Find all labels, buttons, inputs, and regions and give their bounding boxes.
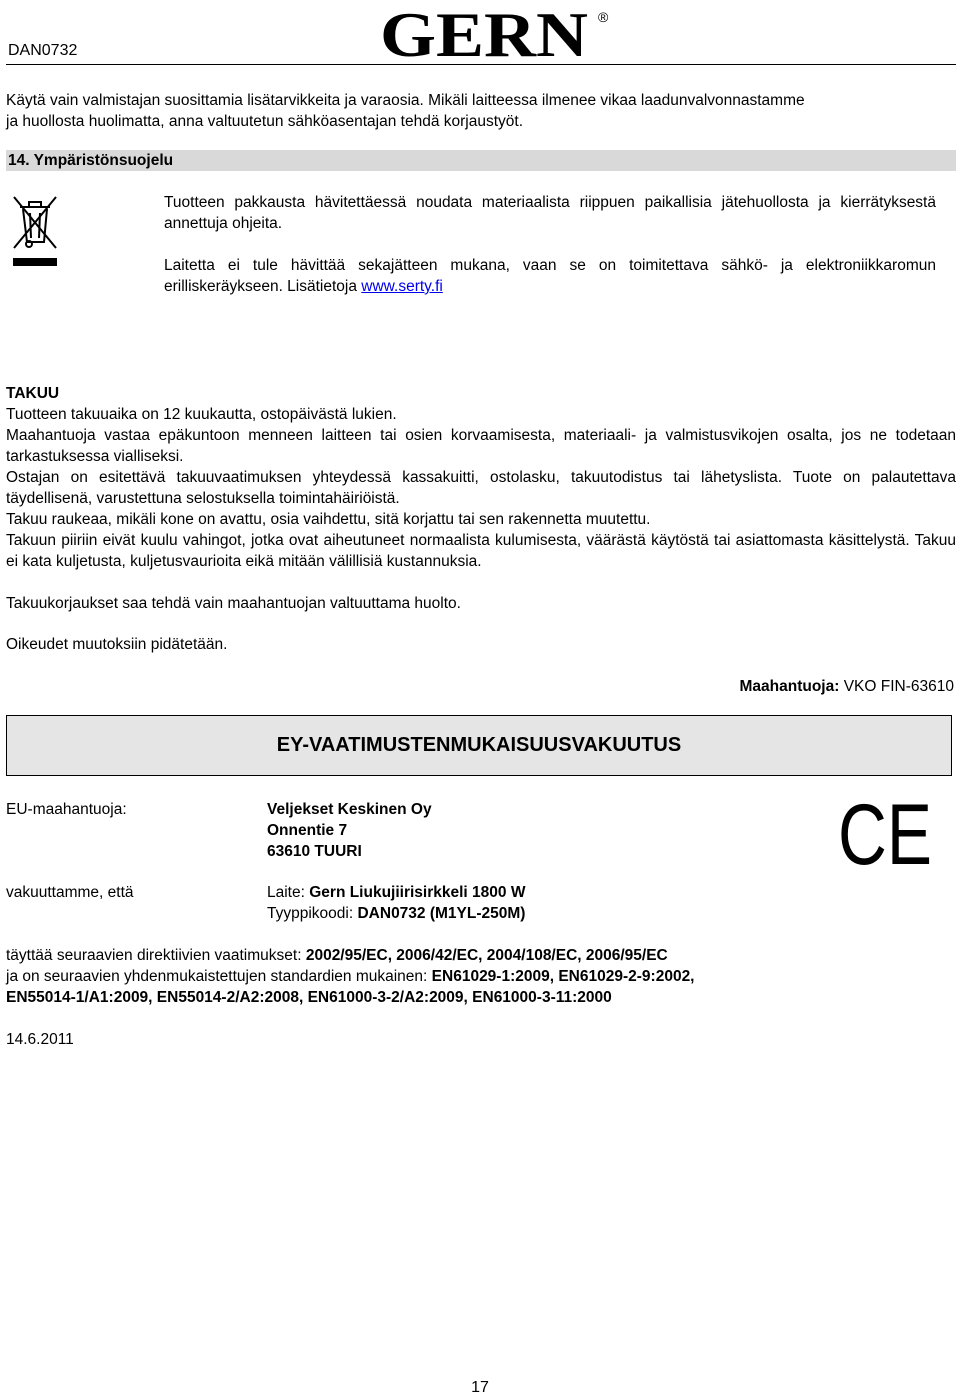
company-street: Onnentie 7 — [267, 822, 348, 839]
device-value: Gern Liukujiirisirkkeli 1800 W — [309, 884, 526, 901]
standards-value-2: EN55014-1/A1:2009, EN55014-2/A2:2008, EN61000-3-2/A2:2009, EN61000-3-11:2000 — [6, 989, 612, 1006]
standards-line — [6, 966, 956, 987]
standards-value-1: EN61029-1:2009, EN61029-2-9:2002, — [431, 968, 695, 985]
intro-line-1: Käytä vain valmistajan suosittamia lisätarvikkeita ja varaosia. Mikäli laitteessa ilmenee vikaa laadunvalvonnastamme — [6, 92, 805, 109]
logo-text: GERN — [380, 0, 588, 70]
directives-label: täyttää seuraavien direktiivien vaatimukset: — [6, 947, 302, 964]
type-value: DAN0732 (M1YL-250M) — [357, 905, 526, 922]
env-paragraph-2 — [164, 255, 936, 297]
type-line — [267, 903, 867, 924]
section-heading-environment — [6, 150, 956, 171]
importer-label: Maahantuoja: — [739, 678, 840, 695]
standards-label: ja on seuraavien yhdenmukaistettujen standardien mukainen: — [6, 968, 428, 985]
env-paragraph-2-text: Laitetta ei tule hävittää sekajätteen mukana, vaan se on toimitettava sähkö- ja elektroniikkaromun erilliskeräykseen. Lisätietoja — [164, 257, 936, 295]
warranty-line: Takuu raukeaa, mikäli kone on avattu, osia vaihdettu, sitä korjattu tai sen rakennetta muutettu. — [6, 511, 651, 528]
document-code: DAN0732 — [8, 42, 78, 59]
warranty-line: Takuun piiriin eivät kuulu vahingot, jotka ovat aiheutuneet normaalista kulumisesta, väärästä käytöstä tai asiattomasta käsittelystä. Takuu ei kata kuljetusta, kuljetusvaurioita eikä mitään välillisiä kustannuksia. — [6, 532, 956, 570]
directives-line — [6, 945, 956, 966]
type-label: Tyyppikoodi: — [267, 905, 354, 922]
warranty-rights: Oikeudet muutoksiin pidätetään. — [6, 636, 228, 653]
intro-line-2: ja huollosta huolimatta, anna valtuutetun sähköasentajan tehdä korjaustyöt. — [6, 113, 524, 130]
env-paragraph-1: Tuotteen pakkausta hävitettäessä noudata materiaalista riippuen paikallisia jätehuollosta ja kierrätyksestä annettuja ohjeita. — [164, 194, 936, 232]
ce-mark-icon — [838, 787, 934, 883]
section-heading-text: 14. Ympäristönsuojelu — [8, 152, 174, 169]
weee-bin-icon — [12, 192, 58, 270]
warranty-repair: Takuukorjaukset saa tehdä vain maahantuojan valtuuttama huolto. — [6, 595, 461, 612]
ce-mark-text: CE — [838, 787, 932, 883]
registered-mark: ® — [598, 9, 609, 25]
declaration-title: EY-VAATIMUSTENMUKAISUUSVAKUUTUS — [276, 734, 682, 756]
device-label: Laite: — [267, 884, 305, 901]
company-city: 63610 TUURI — [267, 843, 362, 860]
warranty-line: Ostajan on esitettävä takuuvaatimuksen yhteydessä kassakuitti, ostolasku, takuutodistus tai lähetyslista. Tuote on palautettava täydellisenä, varustettuna selostuksella toimintahäiriöistä. — [6, 469, 956, 507]
device-line — [267, 882, 867, 903]
company-name: Veljekset Keskinen Oy — [267, 801, 432, 818]
warranty-heading: TAKUU — [6, 385, 60, 402]
importer-line — [6, 676, 954, 697]
warranty-line: Tuotteen takuuaika on 12 kuukautta, ostopäivästä lukien. — [6, 406, 397, 423]
declaration-title-box — [6, 715, 952, 776]
declare-label: vakuuttamme, että — [6, 884, 134, 901]
declaration-date: 14.6.2011 — [6, 1031, 74, 1048]
page-number: 17 — [471, 1379, 489, 1396]
header-rule — [6, 64, 956, 65]
serty-link[interactable]: www.serty.fi — [361, 278, 443, 295]
warranty-line: Maahantuoja vastaa epäkuntoon menneen laitteen tai osien korvaamisesta, materiaali- ja valmistusvikojen osalta, jos ne todetaan tarkastuksessa vialliseksi. — [6, 427, 956, 465]
directives-value: 2002/95/EC, 2006/42/EC, 2004/108/EC, 2006/95/EC — [305, 947, 668, 964]
importer-value: VKO FIN-63610 — [843, 678, 954, 695]
eu-importer-label: EU-maahantuoja: — [6, 801, 127, 818]
gern-logo — [380, 0, 620, 70]
